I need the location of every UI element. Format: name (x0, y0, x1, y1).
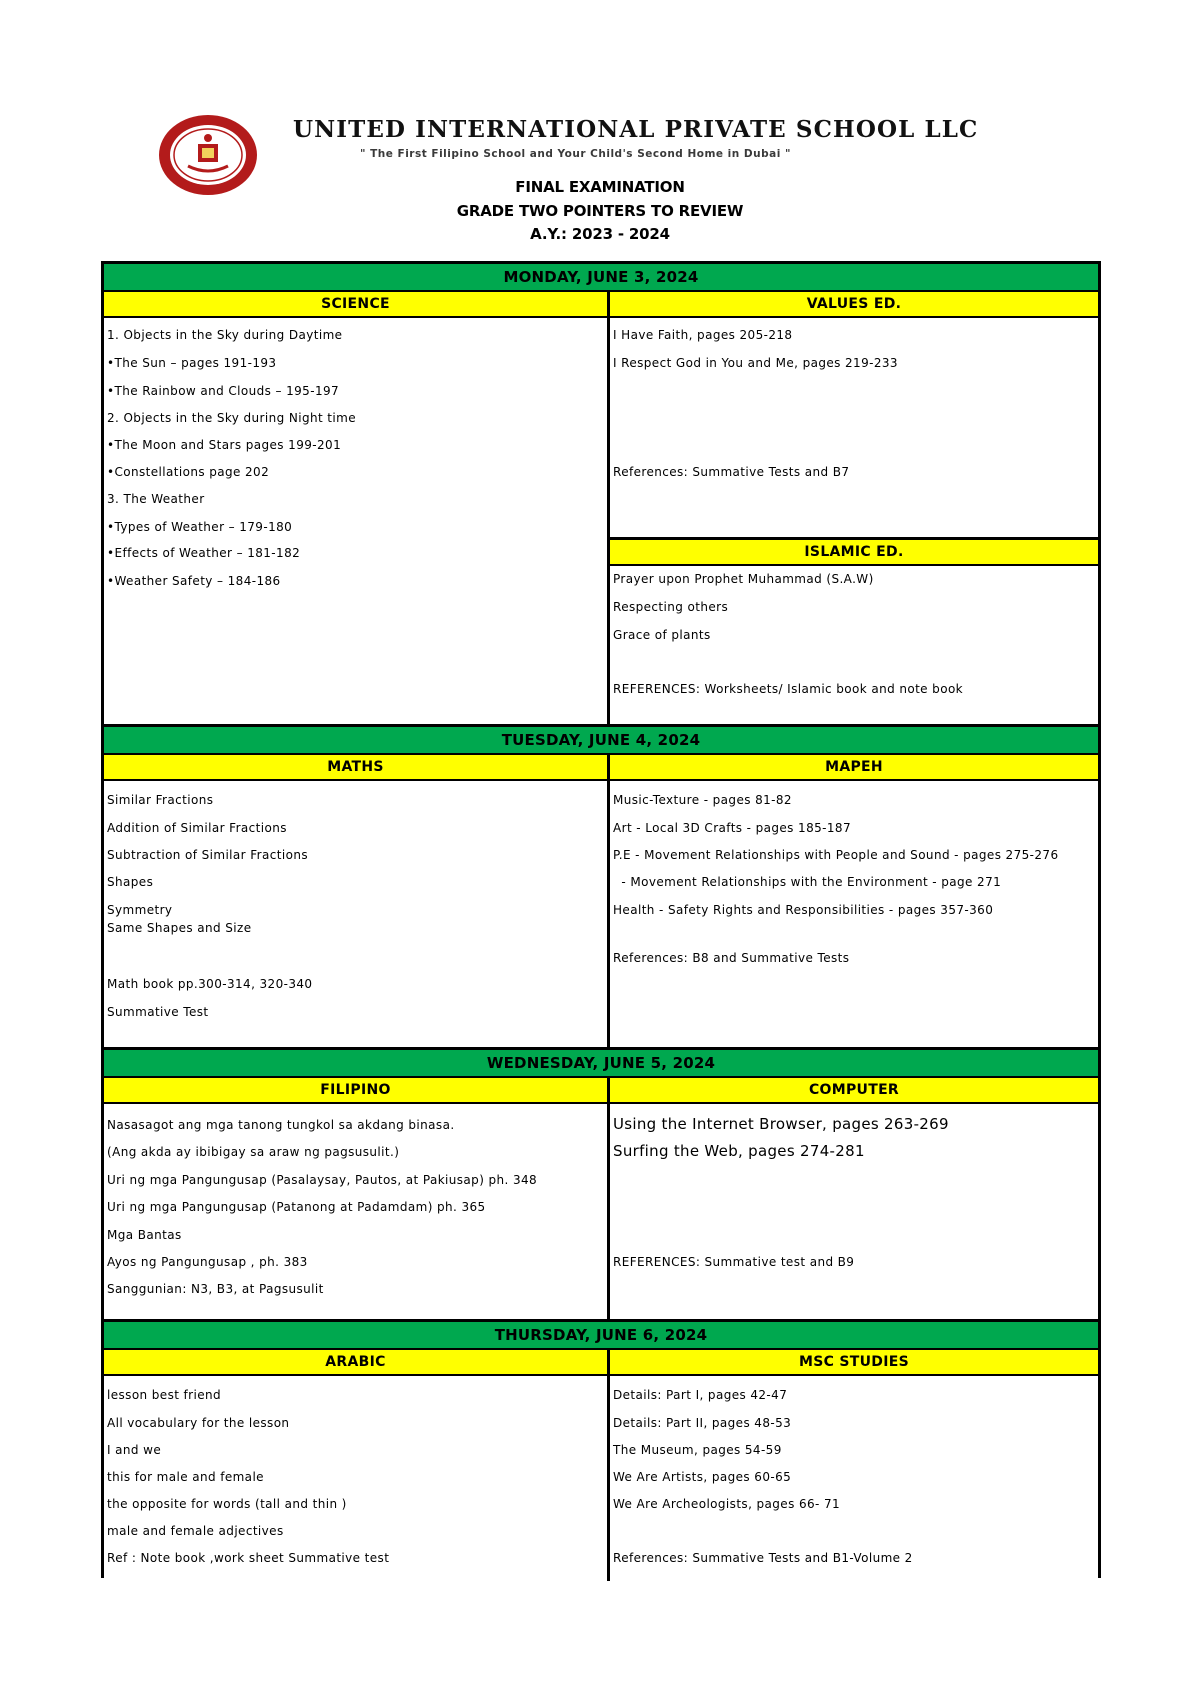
mapeh-item: Music-Texture - pages 81-82 (613, 793, 792, 807)
column-divider (607, 755, 610, 1047)
science-item: •The Moon and Stars pages 199-201 (107, 438, 342, 452)
mapeh-item: - Movement Relationships with the Environment - page 271 (613, 875, 1002, 889)
subject-header-science: SCIENCE (104, 292, 607, 318)
day-header-tuesday: TUESDAY, JUNE 4, 2024 (104, 727, 1098, 755)
arabic-item: male and female adjectives (107, 1524, 284, 1538)
islamic-references: REFERENCES: Worksheets/ Islamic book and note book (613, 682, 964, 696)
science-item: 1. Objects in the Sky during Daytime (107, 328, 343, 342)
science-item: •Constellations page 202 (107, 465, 270, 479)
maths-item: Summative Test (107, 1005, 209, 1019)
arabic-item: I and we (107, 1443, 162, 1457)
column-divider (607, 1078, 610, 1319)
subject-header-mapeh: MAPEH (610, 755, 1098, 781)
mapeh-item: P.E - Movement Relationships with People and Sound - pages 275-276 (613, 848, 1059, 862)
msc-item: Details: Part II, pages 48-53 (613, 1416, 792, 1430)
msc-item: We Are Archeologists, pages 66- 71 (613, 1497, 841, 1511)
mapeh-item: Health - Safety Rights and Responsibilities - pages 357-360 (613, 903, 994, 917)
maths-item: Subtraction of Similar Fractions (107, 848, 308, 862)
islamic-item: Prayer upon Prophet Muhammad (S.A.W) (613, 572, 874, 586)
islamic-item: Grace of plants (613, 628, 711, 642)
science-item: •Types of Weather – 179-180 (107, 520, 293, 534)
values-item: I Respect God in You and Me, pages 219-233 (613, 356, 898, 370)
science-item: 2. Objects in the Sky during Night time (107, 411, 357, 425)
arabic-item: the opposite for words (tall and thin ) (107, 1497, 347, 1511)
msc-item: Details: Part I, pages 42-47 (613, 1388, 788, 1402)
msc-item: The Museum, pages 54-59 (613, 1443, 782, 1457)
exam-schedule-table (101, 261, 1101, 1578)
islamic-item: Respecting others (613, 600, 729, 614)
subject-header-filipino: FILIPINO (104, 1078, 607, 1104)
day-header-thursday: THURSDAY, JUNE 6, 2024 (104, 1322, 1098, 1350)
document-titles (0, 176, 1200, 247)
filipino-item: Nasasagot ang mga tanong tungkol sa akdang binasa. (107, 1118, 455, 1132)
msc-references: References: Summative Tests and B1-Volume 2 (613, 1551, 913, 1565)
maths-item: Similar Fractions (107, 793, 214, 807)
computer-item: Surfing the Web, pages 274-281 (613, 1142, 865, 1160)
science-item: •Effects of Weather – 181-182 (107, 546, 301, 560)
filipino-item: Uri ng mga Pangungusap (Pasalaysay, Pautos, at Pakiusap) ph. 348 (107, 1173, 538, 1187)
subject-header-maths: MATHS (104, 755, 607, 781)
filipino-item: Sanggunian: N3, B3, at Pagsusulit (107, 1282, 324, 1296)
title-grade: GRADE TWO POINTERS TO REVIEW (456, 201, 744, 220)
computer-references: REFERENCES: Summative test and B9 (613, 1255, 855, 1269)
column-divider (607, 1350, 610, 1581)
computer-item: Using the Internet Browser, pages 263-269 (613, 1115, 949, 1133)
filipino-item: Mga Bantas (107, 1228, 182, 1242)
subject-header-msc: MSC STUDIES (610, 1350, 1098, 1376)
subject-header-values: VALUES ED. (610, 292, 1098, 318)
filipino-item: Ayos ng Pangungusap , ph. 383 (107, 1255, 308, 1269)
school-motto: " The First Filipino School and Your Child's Second Home in Dubai " (360, 148, 791, 160)
values-item: I Have Faith, pages 205-218 (613, 328, 793, 342)
maths-item: Math book pp.300-314, 320-340 (107, 977, 313, 991)
maths-item: Same Shapes and Size (107, 921, 252, 935)
science-item: 3. The Weather (107, 492, 205, 506)
mapeh-references: References: B8 and Summative Tests (613, 951, 850, 965)
title-final-exam: FINAL EXAMINATION (515, 178, 685, 196)
day-header-wednesday: WEDNESDAY, JUNE 5, 2024 (104, 1050, 1098, 1078)
maths-item: Symmetry (107, 903, 173, 917)
maths-item: Addition of Similar Fractions (107, 821, 287, 835)
science-item: •Weather Safety – 184-186 (107, 574, 281, 588)
arabic-item: Ref : Note book ,work sheet Summative test (107, 1551, 390, 1565)
msc-item: We Are Artists, pages 60-65 (613, 1470, 792, 1484)
subject-header-computer: COMPUTER (610, 1078, 1098, 1104)
values-references: References: Summative Tests and B7 (613, 465, 850, 479)
science-item: •The Sun – pages 191-193 (107, 356, 277, 370)
title-academic-year: A.Y.: 2023 - 2024 (530, 225, 670, 243)
mapeh-item: Art - Local 3D Crafts - pages 185-187 (613, 821, 851, 835)
science-item: •The Rainbow and Clouds – 195-197 (107, 384, 340, 398)
subject-header-arabic: ARABIC (104, 1350, 607, 1376)
filipino-item: (Ang akda ay ibibigay sa araw ng pagsusulit.) (107, 1145, 400, 1159)
filipino-item: Uri ng mga Pangungusap (Patanong at Padamdam) ph. 365 (107, 1200, 486, 1214)
maths-item: Shapes (107, 875, 154, 889)
arabic-item: this for male and female (107, 1470, 264, 1484)
arabic-item: All vocabulary for the lesson (107, 1416, 290, 1430)
school-name: UNITED INTERNATIONAL PRIVATE SCHOOL LLC (293, 116, 979, 143)
column-divider (607, 292, 610, 724)
subject-header-islamic: ISLAMIC ED. (610, 540, 1098, 566)
day-header-monday: MONDAY, JUNE 3, 2024 (104, 264, 1098, 292)
arabic-item: lesson best friend (107, 1388, 222, 1402)
